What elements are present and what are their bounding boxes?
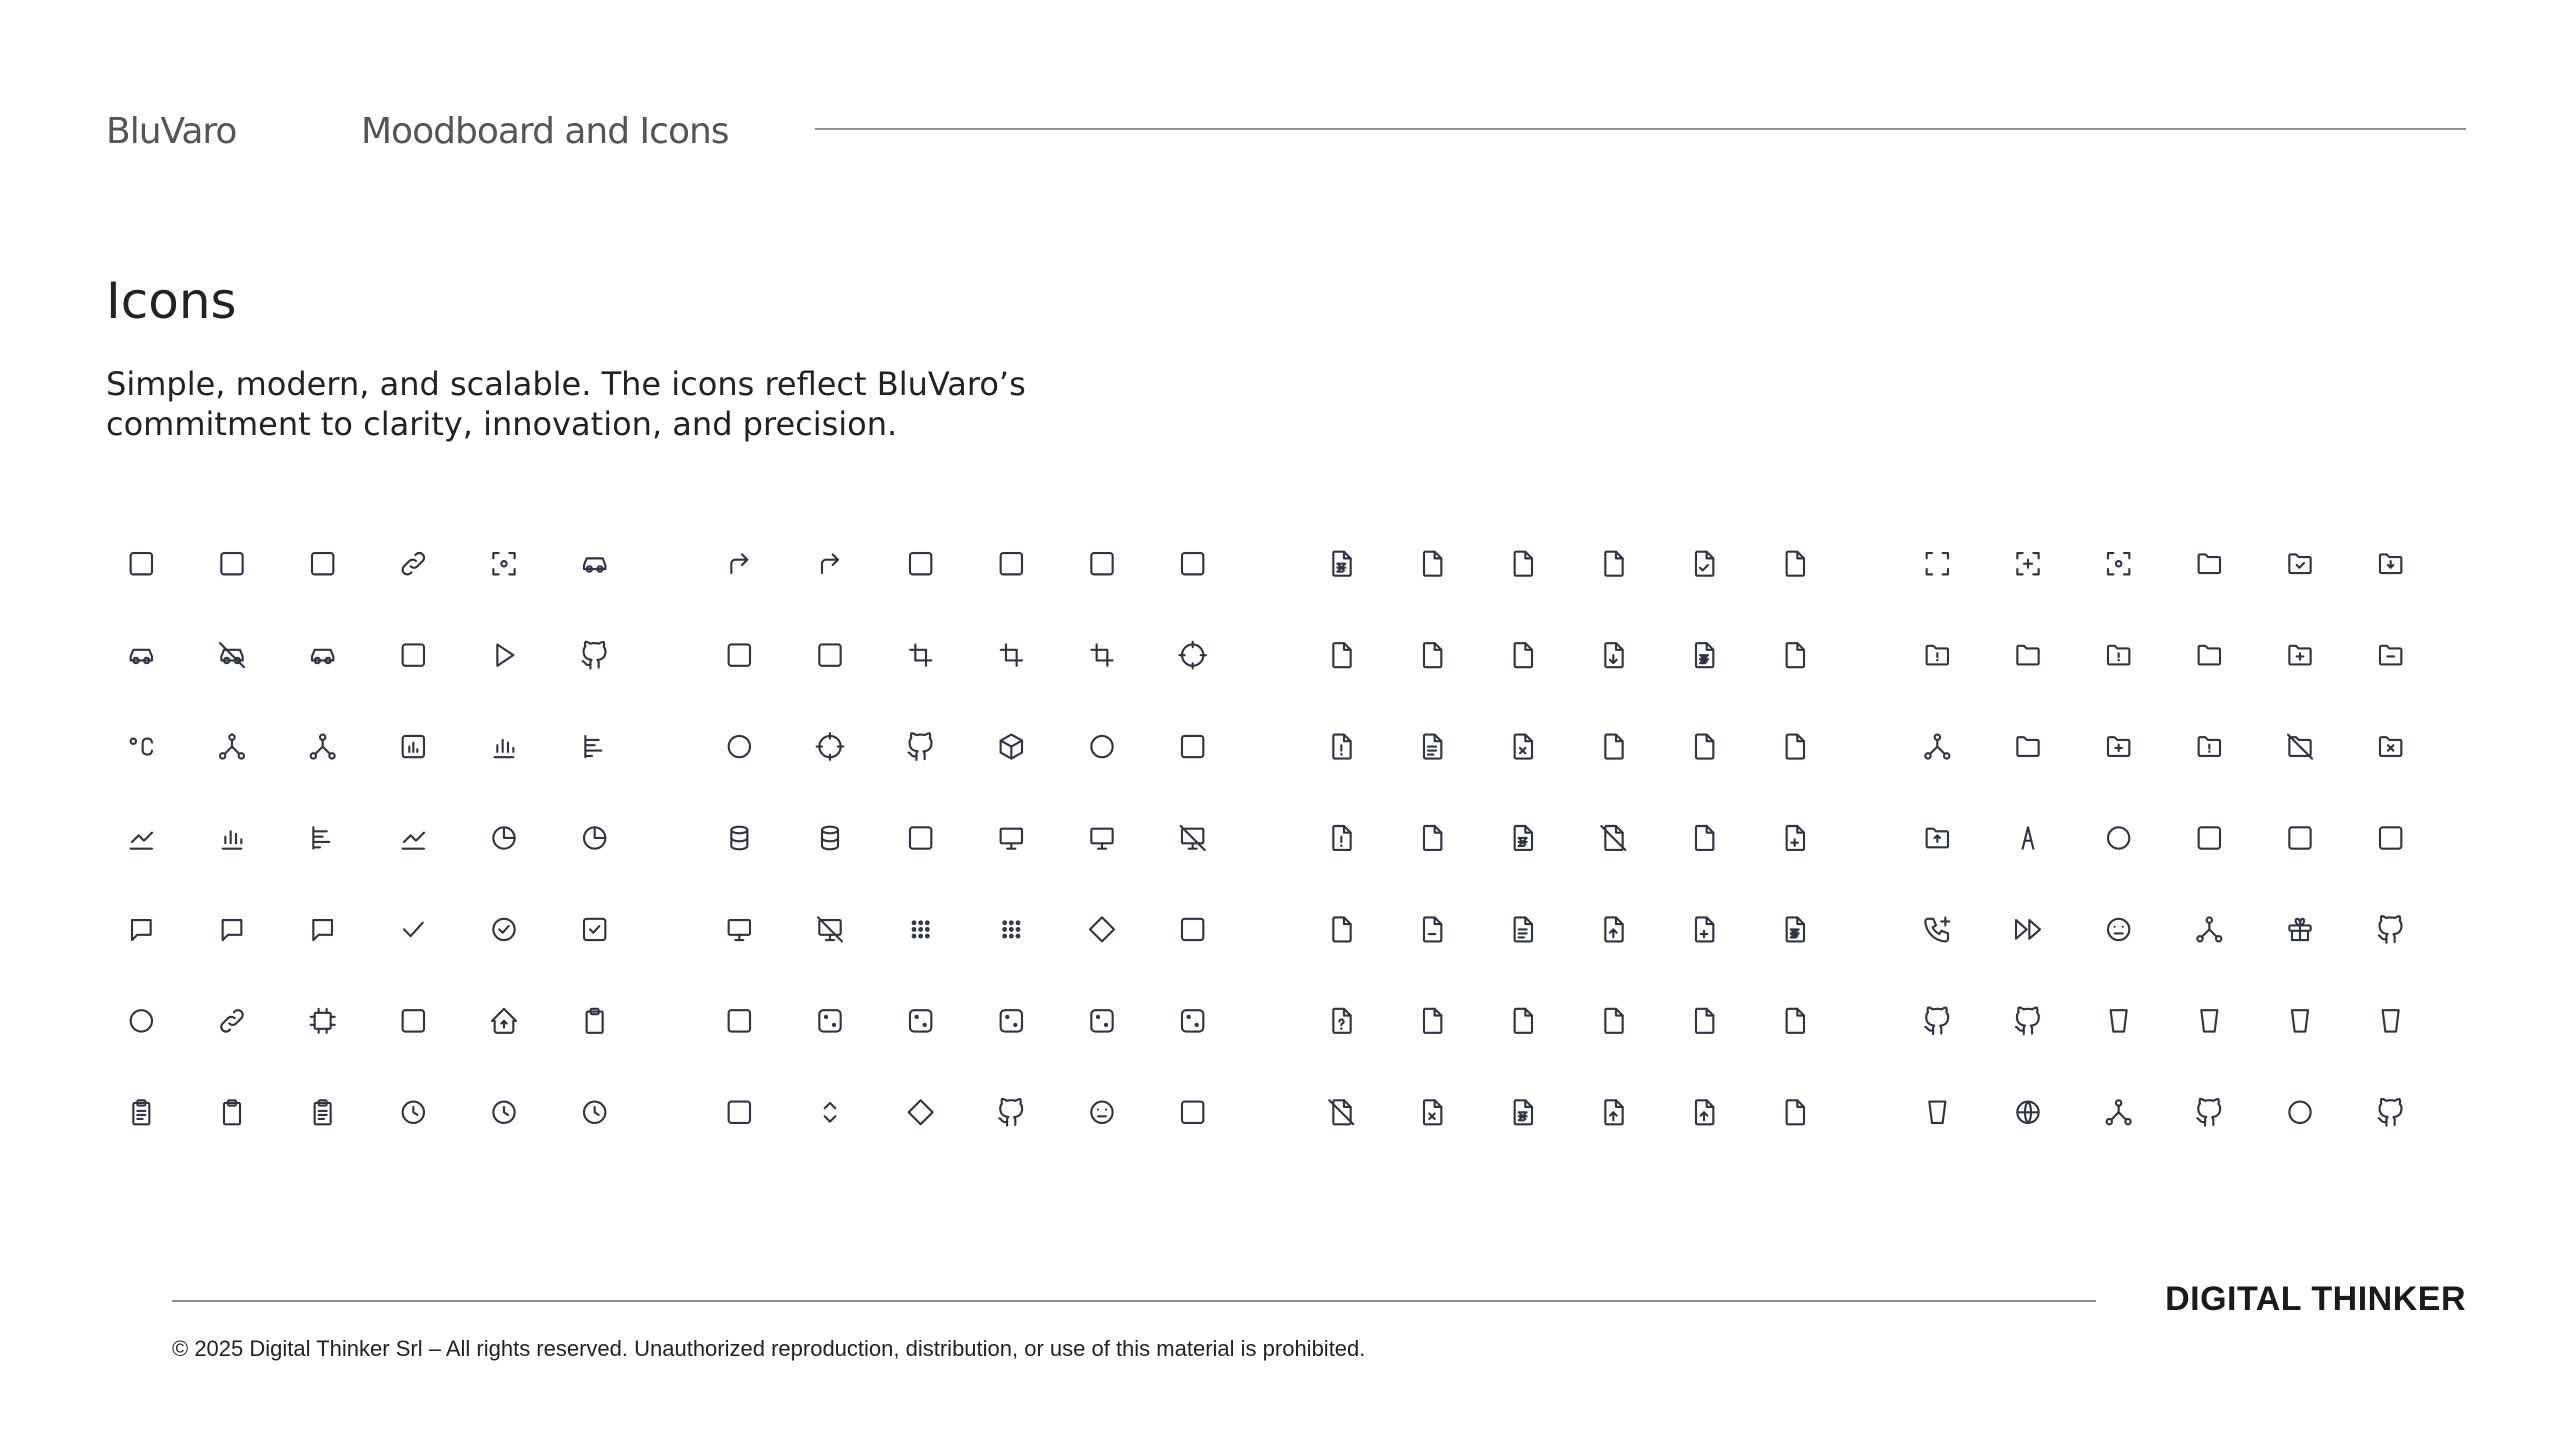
cpu-icon <box>311 1009 335 1033</box>
document-title: Moodboard and Icons <box>361 111 729 152</box>
folder-icon <box>2199 554 2220 573</box>
file-lock-icon <box>1696 826 1713 850</box>
file-x-icon <box>1424 1100 1441 1124</box>
file-arrow-up-icon <box>1696 1100 1713 1124</box>
section-description: Simple, modern, and scalable. The icons reflect BluVaro’s commitment to clarity, innovation, and precision. <box>106 365 1026 443</box>
icon-grid-svg <box>694 518 1238 1158</box>
refresh-dots-icon <box>313 920 332 940</box>
sitemap-icon <box>2107 1100 2131 1124</box>
file-minus-icon <box>1424 917 1441 941</box>
car-off-icon <box>220 643 244 667</box>
ball-football-icon <box>2289 827 2310 848</box>
check-icon <box>404 923 423 936</box>
crosshair-icon <box>1179 642 1206 669</box>
file-upload-icon <box>1605 917 1622 941</box>
folder-x-icon <box>2380 737 2401 756</box>
file-up-icon <box>1605 1100 1622 1124</box>
dice-6-icon <box>1091 1010 1112 1031</box>
file-text-2-icon <box>1515 826 1532 850</box>
car-icon <box>131 650 152 663</box>
phone-plus-icon <box>1925 917 1949 941</box>
car-steam-icon <box>312 650 333 663</box>
brand-flower-icon <box>583 642 606 669</box>
device-desktop-off-icon <box>1181 826 1205 850</box>
door-icon <box>1182 919 1203 940</box>
company-logo: DIGITAL THINKER <box>2165 1280 2466 1318</box>
chart-pie-icon <box>493 827 514 848</box>
glass-cocktail-icon <box>2201 1010 2217 1031</box>
hierarchy-icon <box>2197 917 2221 941</box>
file-settings-2-icon <box>1515 1009 1532 1033</box>
chart-line-icon <box>403 833 424 849</box>
dice-1-icon <box>1001 1010 1022 1031</box>
frame-icon <box>1927 553 1948 574</box>
database-2-icon <box>822 827 838 850</box>
tools-kitchen-icon <box>819 644 840 665</box>
brand-gmail-icon <box>2197 1099 2220 1126</box>
file-alert-icon <box>1333 735 1350 759</box>
file-info-icon <box>1333 826 1350 850</box>
file-text-plus-icon <box>1787 917 1804 941</box>
icon-group-folders-brands <box>1892 518 2436 1158</box>
clipboard-blank-icon <box>224 1100 240 1124</box>
apps-plus-icon <box>1001 553 1022 574</box>
folder-heart-icon <box>2017 646 2038 665</box>
file-dollar-icon <box>1424 643 1441 667</box>
brand-google-drive-icon <box>2379 1099 2402 1126</box>
file-edit-icon <box>1787 643 1804 667</box>
crop-icon <box>910 644 931 665</box>
cube-icon <box>1001 735 1022 759</box>
grip-dots-icon <box>913 921 929 937</box>
camera-plus-icon <box>131 553 152 574</box>
file-icon <box>1424 552 1441 576</box>
fork-plant-icon <box>910 827 931 848</box>
square-check-icon <box>584 919 605 940</box>
file-plus-text-icon <box>1696 643 1713 667</box>
page-header <box>106 104 2466 164</box>
clipboard-list-icon <box>133 1100 149 1124</box>
gift-icon <box>2289 919 2310 940</box>
device-desktop-2-icon <box>1091 829 1112 849</box>
diamond-icon <box>1090 917 1114 941</box>
square-dots-icon <box>729 1102 750 1123</box>
current-location-icon <box>817 733 844 760</box>
dice-2-icon <box>910 1010 931 1031</box>
celsius-icon <box>131 739 152 755</box>
file-help-icon <box>1333 1009 1350 1033</box>
files-stack-icon <box>1787 1100 1804 1124</box>
file-import-icon <box>1787 735 1804 759</box>
file-settings-icon <box>1515 552 1532 576</box>
glass-off-icon <box>2383 1010 2399 1031</box>
folder-lock-icon <box>2199 646 2220 665</box>
file-share-icon <box>1696 1009 1713 1033</box>
footer-divider <box>172 1300 2096 1302</box>
chart-bar-horizontal-icon <box>585 736 601 757</box>
file-plus-2-icon <box>1696 917 1713 941</box>
app-window-icon <box>403 1010 424 1031</box>
database-icon <box>731 827 747 850</box>
circle-crosshair-icon <box>729 736 750 757</box>
clipboard-icon <box>587 1009 603 1033</box>
dna-icon <box>1182 1102 1203 1123</box>
chart-bar-2-icon <box>223 831 242 848</box>
copyright-notice: © 2025 Digital Thinker Srl – All rights reserved. Unauthorized reproduction, distribution, or use of this material is prohibited. <box>172 1336 1366 1361</box>
grip-dots-2-icon <box>1003 921 1019 937</box>
folder-minus-icon <box>2380 646 2401 665</box>
folder-open-icon <box>2017 737 2038 756</box>
brightness-icon <box>910 553 931 574</box>
file-download-icon <box>1605 643 1622 667</box>
folder-question-icon <box>2199 737 2220 756</box>
device-laptop-icon <box>729 920 750 940</box>
corner-up-right-icon <box>731 554 747 573</box>
brand-github-2-icon <box>1925 1007 1948 1034</box>
typography-icon <box>2023 827 2034 848</box>
files-icon <box>1515 643 1532 667</box>
pill-icon <box>403 553 424 574</box>
brand-css-icon <box>909 733 932 760</box>
file-analytics-icon <box>1333 643 1350 667</box>
file-check-icon <box>1696 552 1713 576</box>
icon-group-media-charts-time <box>96 518 640 1158</box>
crop-repeat-icon <box>1001 644 1022 665</box>
brand-gitlab-icon <box>2016 1007 2039 1034</box>
focus-center-icon <box>493 553 514 574</box>
file-database-icon <box>1605 552 1622 576</box>
credit-card-search-icon <box>729 644 750 665</box>
folder-plus-icon <box>2289 646 2310 665</box>
icon-grid-svg <box>1892 518 2436 1158</box>
chart-pie-2-icon <box>584 827 605 848</box>
file-blank-icon <box>1424 826 1441 850</box>
file-heart-icon <box>1787 1009 1804 1033</box>
folder-alert-icon <box>1927 646 1948 665</box>
folder-plus-2-icon <box>2108 737 2129 756</box>
file-pencil-icon <box>1787 552 1804 576</box>
cloud-gear-icon <box>1182 736 1203 757</box>
tag-x-icon <box>312 553 333 574</box>
focus-diamond-icon <box>2108 553 2129 574</box>
file-off-2-icon <box>1329 1100 1353 1124</box>
icon-grid-svg <box>1296 518 1840 1158</box>
folder-off-icon <box>2288 735 2312 759</box>
affiliate-plus-icon <box>311 735 335 759</box>
link-icon <box>221 1010 242 1031</box>
brand-discord-icon <box>999 1099 1022 1126</box>
play-icon <box>497 644 513 665</box>
report-chart-icon <box>403 736 424 757</box>
circle-icon <box>131 1010 152 1031</box>
focus-plus-icon <box>2017 553 2038 574</box>
header-divider <box>815 128 2466 130</box>
message-square-icon <box>132 920 151 940</box>
dice-3-icon <box>1182 1010 1203 1031</box>
file-x-text-icon <box>1515 1100 1532 1124</box>
clock-2-icon <box>493 1102 514 1123</box>
camera-off-icon <box>221 553 242 574</box>
circle-check-icon <box>493 919 514 940</box>
martini-icon <box>2292 1010 2308 1031</box>
chart-bar-horizontal-2-icon <box>313 827 329 848</box>
file-plus-icon <box>1787 826 1804 850</box>
glass-icon <box>2111 1010 2127 1031</box>
file-certificate-icon <box>1696 735 1713 759</box>
file-chart-icon <box>1605 735 1622 759</box>
dice-5-icon <box>819 1010 840 1031</box>
icon-grid-svg <box>96 518 640 1158</box>
device-desktop-icon <box>1001 829 1022 849</box>
brand-github-icon <box>2379 916 2402 943</box>
affiliate-icon <box>220 735 244 759</box>
mood-sad-icon <box>2108 919 2129 940</box>
chart-bar-icon <box>495 740 514 757</box>
folder-check-icon <box>2289 554 2310 573</box>
network-icon <box>1925 735 1949 759</box>
car-side-icon <box>584 558 605 571</box>
file-off-icon <box>1601 826 1625 850</box>
icon-group-arrows-devices-shapes <box>694 518 1238 1158</box>
crop-rotate-icon <box>1091 644 1112 665</box>
trending-down-icon <box>131 833 152 849</box>
football-icon <box>2199 827 2220 848</box>
credit-card-icon <box>1182 553 1203 574</box>
file-arrow-icon <box>1424 1009 1441 1033</box>
file-lines-icon <box>1515 917 1532 941</box>
clock-icon <box>403 1102 424 1123</box>
dashboard-icon <box>1091 736 1112 757</box>
icon-group-files <box>1296 518 1840 1158</box>
globe-icon <box>2017 1102 2038 1123</box>
trash-can-icon <box>1929 1102 1945 1123</box>
brand-google-icon <box>2289 1102 2310 1123</box>
file-search-icon <box>1605 1009 1622 1033</box>
clipboard-text-icon <box>315 1100 331 1124</box>
bell-ringing-icon <box>2380 827 2401 848</box>
soccer-ball-icon <box>2108 827 2129 848</box>
folder-info-icon <box>2108 646 2129 665</box>
file-export-icon <box>1515 735 1532 759</box>
coin-off-icon <box>1091 553 1112 574</box>
arrow-forward-icon <box>822 554 838 573</box>
section-title: Icons <box>106 272 237 330</box>
folder-down-icon <box>2380 554 2401 573</box>
home-up-icon <box>492 1009 516 1033</box>
folder-up-icon <box>1927 829 1948 848</box>
file-signature-icon <box>1333 917 1350 941</box>
badge-cc-icon <box>403 644 424 665</box>
mood-empty-icon <box>1091 1102 1112 1123</box>
message-user-icon <box>223 920 242 940</box>
file-description-icon <box>1424 735 1441 759</box>
brand-name: BluVaro <box>106 111 237 152</box>
file-text-icon <box>1333 552 1350 576</box>
device-desktop-off-2-icon <box>818 917 842 941</box>
direction-sign-icon <box>909 1100 933 1124</box>
selector-icon <box>825 1103 836 1122</box>
layout-sidebar-icon <box>729 1010 750 1031</box>
clock-3-icon <box>584 1102 605 1123</box>
player-track-next-icon <box>2016 920 2040 939</box>
